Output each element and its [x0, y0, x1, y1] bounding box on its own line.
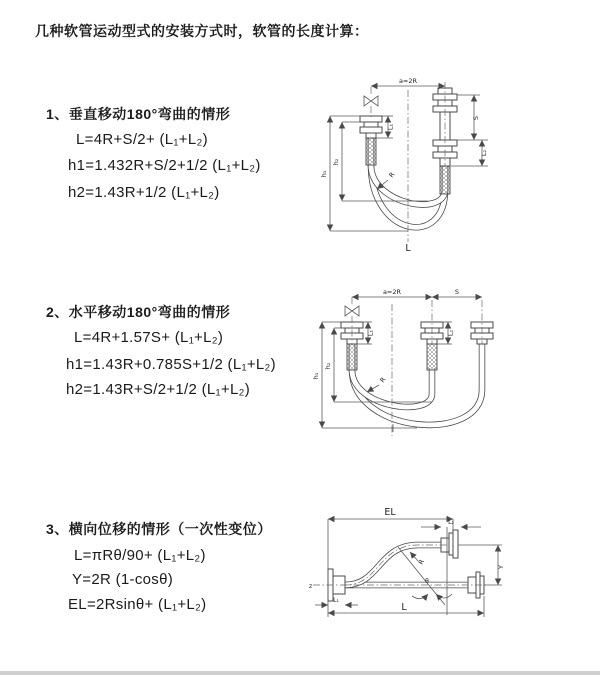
formula: L=4R+1.57S+ (L₁+L₂)	[74, 329, 224, 346]
hose-tubes	[352, 340, 482, 425]
dim-label-radius: R	[378, 375, 388, 385]
formula: L=4R+S/2+ (L₁+L₂)	[76, 131, 208, 148]
dim-label-el: EL	[384, 507, 396, 518]
dim-label-h2: h₂	[324, 362, 332, 370]
dimension-lines	[315, 519, 502, 617]
dimension-lines	[330, 86, 488, 231]
dim-label-l1: L₁	[386, 123, 395, 131]
valve-icon	[345, 306, 359, 316]
scan-edge-strip	[0, 671, 600, 675]
dimension-lines	[322, 297, 482, 432]
formula: h2=1.43R+S/2+1/2 (L₁+L₂)	[66, 381, 251, 398]
dim-label-theta: θ	[425, 578, 429, 585]
dim-label-l2: L₂	[448, 519, 454, 526]
section-3-heading: 3、横向位移的情形（一次性变位）	[46, 521, 272, 537]
dim-label-radius: R	[416, 558, 426, 566]
dim-label-span: a=2R	[382, 288, 402, 296]
dim-label-h1: h₁	[312, 372, 320, 380]
formula: EL=2Rsinθ+ (L₁+L₂)	[68, 596, 207, 613]
dim-label-l1: L₁	[333, 597, 339, 604]
dim-label-h2: h₂	[332, 158, 340, 166]
dim-label-h1: h₁	[320, 170, 328, 178]
valve-icon	[364, 96, 378, 106]
formula: Y=2R (1-cosθ)	[72, 571, 174, 588]
section-2-heading: 2、水平移动180°弯曲的情形	[46, 304, 231, 320]
dim-label-radius: R	[387, 170, 397, 180]
formula: h2=1.43R+1/2 (L₁+L₂)	[68, 184, 220, 201]
formula: h1=1.432R+S/2+1/2 (L₁+L₂)	[68, 157, 261, 174]
dim-label-length: L	[405, 243, 411, 254]
formula: L=πRθ/90+ (L₁+L₂)	[74, 547, 206, 564]
dim-label-span: a=2R	[398, 77, 418, 85]
diagram-lateral-displacement	[300, 497, 520, 671]
dim-label-s: S	[472, 115, 480, 121]
dim-label-l2: L₂	[446, 329, 455, 337]
diagram-vertical-180-bend	[308, 74, 508, 262]
dim-label-s: S	[454, 288, 460, 296]
dim-label-l1: L₁	[366, 329, 375, 337]
flange-fittings	[328, 530, 484, 601]
dim-label-length: L	[401, 602, 407, 613]
centerline-mark: z	[309, 583, 313, 590]
flange-fittings	[341, 322, 493, 344]
diagram-horizontal-180-bend	[308, 284, 508, 460]
formula: h1=1.43R+0.785S+1/2 (L₁+L₂)	[66, 356, 276, 373]
dim-label-l2: L₂	[480, 149, 488, 157]
page-title: 几种软管运动型式的安装方式时，软管的长度计算：	[35, 23, 369, 39]
section-1-heading: 1、垂直移动180°弯曲的情形	[46, 106, 231, 122]
dim-label-y: Y	[497, 565, 505, 569]
